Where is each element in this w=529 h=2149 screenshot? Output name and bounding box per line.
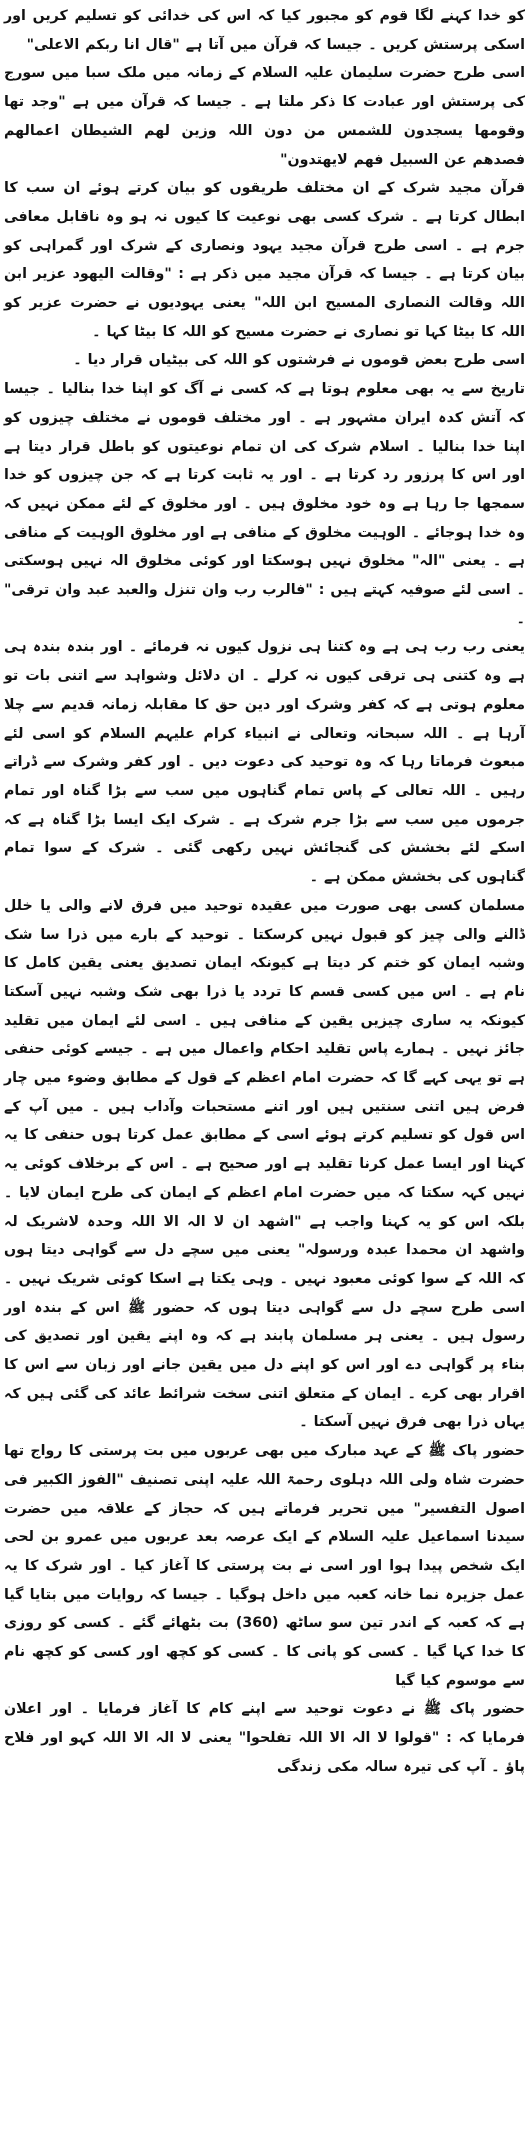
paragraph: حضور پاک ﷺ کے عہد مبارک میں بھی عربوں میں بت پرستی کا رواج تھا حضرت شاہ ولی اللہ دہلوی رحمۃ اللہ علیہ اپنی تصنیف "الفوز الکبیر فی اصول التفسیر" میں تحریر فرماتے ہیں کہ حجاز کے علاقہ میں حضرت سیدنا اسماعیل علیہ السلام کے ایک عرصہ بعد عربوں میں عمرو بن لحی ایک شخص پیدا ہوا اور اسی نے بت پرستی کا آغاز کیا ۔ اور شرک کا یہ عمل جزیرہ نما خانہ کعبہ میں داخل ہوگیا ۔ جیسا کہ روایات میں بتایا گیا ہے کہ کعبہ کے اندر تین سو ساٹھ (360) بت بٹھائے گئے ۔ کسی کو روزی کا خدا کہا گیا ۔ کسی کو پانی کا ۔ کسی کو کچھ اور کسی کو کچھ نام سے موسوم کیا گیا [4, 1443, 525, 1689]
paragraph: حضور پاک ﷺ نے دعوت توحید سے اپنے کام کا آغاز فرمایا ۔ اور اعلان فرمایا کہ : "قولوا لا الہ الا اللہ تفلحوا" یعنی لا الہ الا اللہ کہو اور فلاح پاؤ ۔ آپ کی تیرہ سالہ مکی زندگی [4, 1701, 525, 1775]
paragraph: قرآن مجید شرک کے ان مختلف طریقوں کو بیان کرتے ہوئے ان سب کا ابطال کرتا ہے ۔ شرک کسی بھی نوعیت کا کیوں نہ ہو وہ ناقابل معافی جرم ہے ۔ اسی طرح قرآن مجید یہود ونصاری کے شرک اور گمراہی کو بیان کرتا ہے ۔ جیسا کہ قرآن مجید میں ذکر ہے : "وقالت الیھود عزیر ابن اللہ وقالت النصاری المسیح ابن اللہ" یعنی یہودیوں نے حضرت عزیر کو اللہ کا بیٹا کہا تو نصاری نے حضرت مسیح کو اللہ کا بیٹا کہا ۔ [4, 180, 525, 340]
paragraph: یعنی رب رب ہی ہے وہ کتنا ہی نزول کیوں نہ فرمائے ۔ اور بندہ بندہ ہی ہے وہ کتنی ہی ترقی کیوں نہ کرلے ۔ ان دلائل وشواہد سے اتنی بات تو معلوم ہوتی ہے کہ کفر وشرک اور دین حق کا مقابلہ زمانہ قدیم سے چلا آرہا ہے ۔ اللہ سبحانہ وتعالی نے انبیاء کرام علیہم السلام کو اسی لئے مبعوث فرماتا رہا کہ وہ توحید کی دعوت دیں ۔ اور کفر وشرک سے ڈراتے رہیں ۔ اللہ تعالی کے پاس تمام گناہوں میں سب سے بڑا گناہ اور تمام جرموں میں سب سے بڑا جرم شرک ہے ۔ شرک ایک ایسا بڑا گناہ ہے کہ اسکے لئے بخشش کی گنجائش نہیں رکھی گئی ۔ شرک کے سوا تمام گناہوں کی بخشش ممکن ہے ۔ [4, 639, 525, 886]
paragraph: کو خدا کہنے لگا قوم کو مجبور کیا کہ اس کی خدائی کو تسلیم کریں اور اسکی پرستش کریں ۔ جیسا کہ قرآن میں آتا ہے "قال انا ربکم الاعلی" [4, 8, 525, 53]
paragraph: مسلمان کسی بھی صورت میں عقیدہ توحید میں فرق لانے والی یا خلل ڈالنے والی چیز کو قبول نہیں کرسکتا ۔ توحید کے بارے میں ذرا سا شک وشبہ ایمان کو ختم کر دیتا ہے کیونکہ ایمان تصدیق یعنی یقین کامل کا نام ہے ۔ اس میں کسی قسم کا تردد یا ذرا بھی شک وشبہ نہیں آسکتا کیونکہ یہ ساری چیزیں یقین کے منافی ہیں ۔ اسی لئے ایمان میں تقلید جائز نہیں ۔ ہمارے پاس تقلید احکام واعمال میں ہے ۔ جیسے کوئی حنفی ہے تو یہی کہے گا کہ حضرت امام اعظم کے قول کے مطابق وضوء میں چار فرض ہیں اتنی سنتیں ہیں اور اتنے مستحبات وآداب ہیں ۔ میں آپ کے اس قول کو تسلیم کرتے ہوئے اسی کے مطابق عمل کرتا ہوں حنفی کا یہ کہنا اور ایسا عمل کرنا تقلید ہے اور صحیح ہے ۔ اس کے برخلاف کوئی یہ نہیں کہہ سکتا کہ میں حضرت امام اعظم کے ایمان کی طرح ایمان لایا ۔ بلکہ اس کو یہ کہنا واجب ہے "اشھد ان لا الہ الا اللہ وحدہ لاشریک لہ واشھد ان محمدا عبدہ ورسولہ" یعنی میں سچے دل سے گواہی دیتا ہوں کہ اللہ کے سوا کوئی معبود نہیں ۔ وہی یکتا ہے اسکا کوئی شریک نہیں ۔ اسی طرح سچے دل سے گواہی دیتا ہوں کہ حضور ﷺ اس کے بندہ اور رسول ہیں ۔ یعنی ہر مسلمان پابند ہے کہ وہ اپنے یقین اور تصدیق کی بناء پر گواہی دے اور اس کو اپنے دل میں یقین جانے اور زبان سے اس کا اقرار بھی کرے ۔ ایمان کے متعلق اتنی سخت شرائط عائد کی گئی ہیں کہ یہاں ذرا بھی فرق نہیں آسکتا ۔ [4, 897, 525, 1431]
paragraph: اسی طرح حضرت سلیمان علیہ السلام کے زمانہ میں ملک سبا میں سورج کی پرستش اور عبادت کا ذکر ملتا ہے ۔ جیسا کہ قرآن میں ہے "وجد تھا وقومھا یسجدون للشمس من دون اللہ وزین لھم الشیطان اعمالھم فصدھم عن السبیل فھم لایھتدون" [4, 65, 525, 168]
paragraph: تاریخ سے یہ بھی معلوم ہوتا ہے کہ کسی نے آگ کو اپنا خدا بنالیا ۔ جیسا کہ آتش کدہ ایران مشہور ہے ۔ اور مختلف قوموں نے مختلف چیزوں کو اپنا خدا بنالیا ۔ اسلام شرک کی ان تمام نوعیتوں کو باطل قرار دیتا ہے اور اس کا پرزور رد کرتا ہے ۔ اور یہ ثابت کرتا ہے کہ جن چیزوں کو خدا سمجھا جا رہا ہے وہ خود مخلوق ہیں ۔ اور مخلوق کے لئے ممکن نہیں کہ وہ خدا ہوجائے ۔ الوہیت مخلوق کے منافی ہے اور مخلوق الوہیت کے منافی ہے ۔ یعنی "الہ" مخلوق نہیں ہوسکتا اور کوئی مخلوق الہ نہیں ہوسکتی ۔ اسی لئے صوفیہ کہتے ہیں : "فالرب رب وان تنزل والعبد عبد وان ترقی" ۔ [4, 381, 525, 627]
paragraph: اسی طرح بعض قوموں نے فرشتوں کو اللہ کی بیٹیاں قرار دیا ۔ [73, 352, 525, 369]
